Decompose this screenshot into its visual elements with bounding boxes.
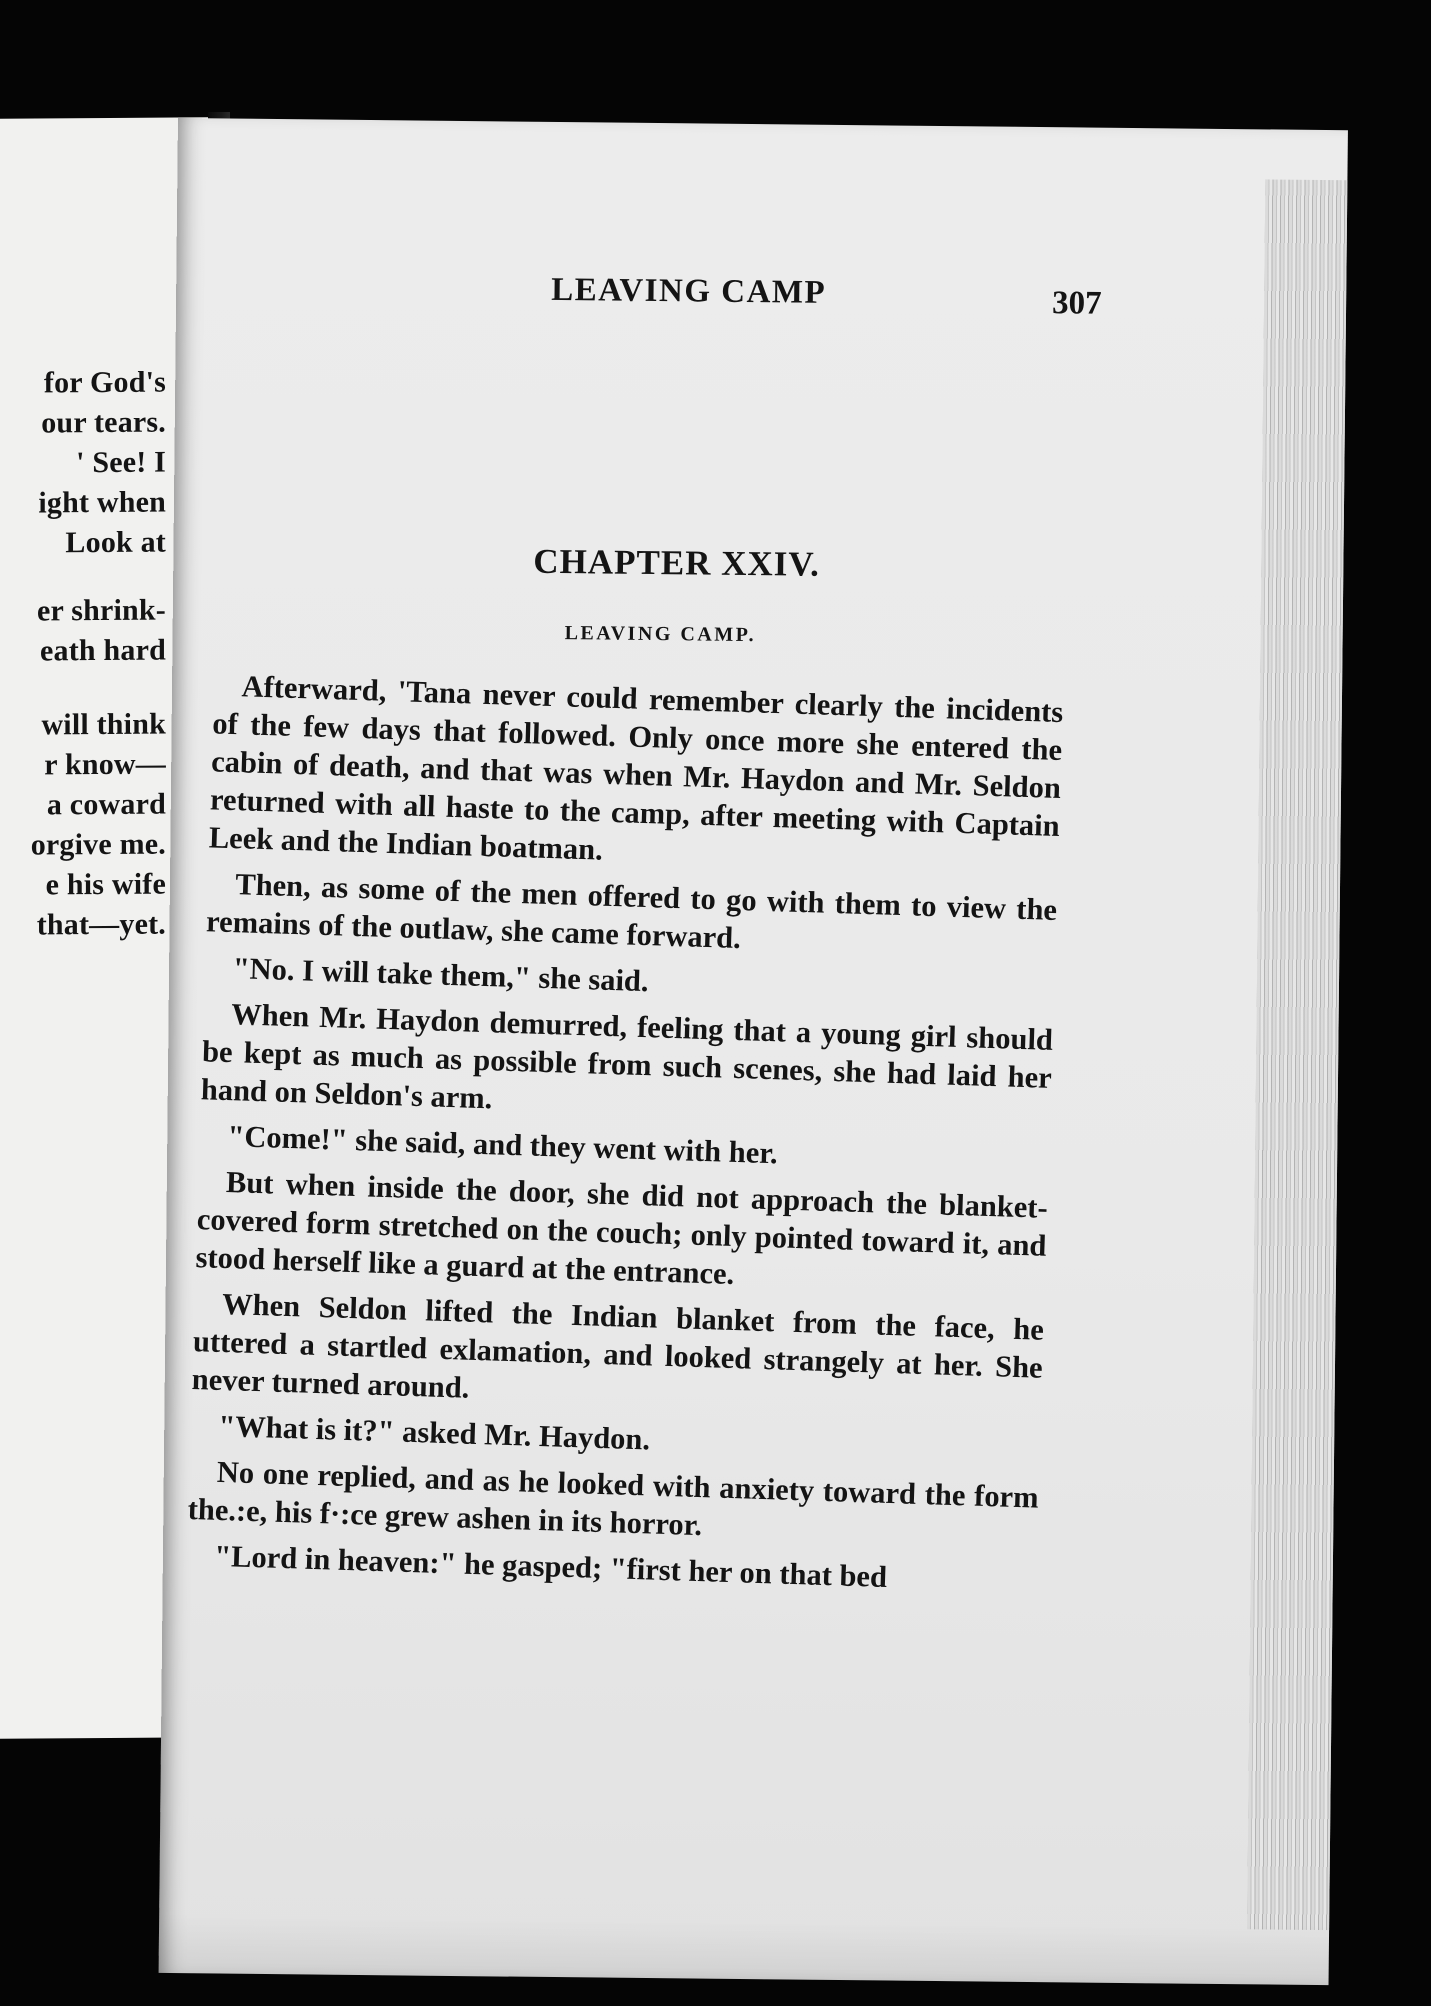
left-page-line: will think [41, 707, 166, 742]
paragraph: No one replied, and as he looked with anxiety toward the form the.:e, his f·:ce grew ashen in its horror. [187, 1454, 1040, 1543]
left-page-line: for God's [43, 365, 166, 400]
page-number: 307 [1051, 285, 1102, 322]
paragraph: When Seldon lifted the Indian blanket from the face, he uttered a startled exlamation, and looked strangely at her. She never turned around. [191, 1286, 1045, 1405]
paragraph: "What is it?" asked Mr. Haydon. [217, 1408, 651, 1457]
left-page-line: r know— [44, 747, 166, 782]
paragraph: Afterward, 'Tana never could remember clearly the incidents of the few days that followed. Only once more she entered the cabin of death, and that was when Mr. Haydon and Mr. Seldon returned with all haste to the camp, after meeting with Captain Leek and the Indian boatman. [208, 669, 1064, 867]
chapter-title: CHAPTER XXIV. [533, 541, 821, 584]
paragraph: "No. I will take them," she said. [232, 951, 650, 999]
paragraph: Then, as some of the men offered to go with them to view the remains of the outlaw, she came forward. [205, 867, 1058, 956]
left-page-line: ight when [38, 485, 166, 520]
chapter-body [185, 666, 1063, 1608]
paragraph: But when inside the door, she did not approach the blanket-covered form stretched on the couch; only pointed toward it, and stood herself like a guard at the entrance. [195, 1165, 1049, 1292]
running-head: LEAVING CAMP [551, 271, 827, 311]
left-page-line: ' See! I [76, 445, 166, 480]
left-page-line: our tears. [41, 405, 166, 440]
left-page-line: that—yet. [36, 907, 166, 942]
left-page-line: a coward [46, 787, 166, 822]
left-page-line: eath hard [40, 633, 166, 668]
page-edge-stack [1247, 179, 1347, 1930]
left-page-line: orgive me. [30, 827, 166, 862]
left-page-line: e his wife [45, 867, 166, 902]
left-page-line: Look at [65, 525, 166, 560]
paragraph: "Lord in heaven:" he gasped; "first her on that bed [213, 1538, 888, 1594]
paragraph: "Come!" she said, and they went with her. [226, 1119, 779, 1171]
page-bottom-shade [159, 1913, 1330, 1985]
left-page-line: er shrink- [37, 593, 166, 628]
chapter-subtitle: LEAVING CAMP. [564, 622, 757, 647]
paragraph: When Mr. Haydon demurred, feeling that a young girl should be kept as much as possible from such scenes, she had laid her hand on Seldon's arm. [200, 997, 1054, 1116]
right-page [159, 118, 1348, 1985]
